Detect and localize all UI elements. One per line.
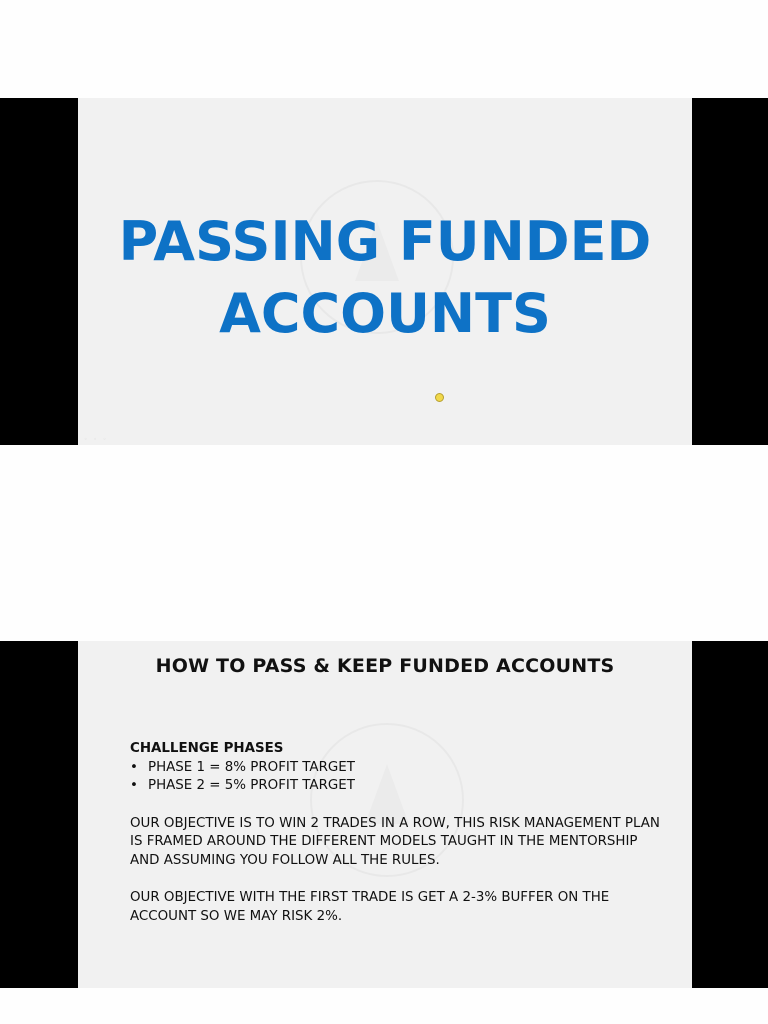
slide-content <box>78 641 692 988</box>
slide-frame-2 <box>0 641 768 988</box>
phases-list <box>130 759 670 796</box>
objective-paragraph: OUR OBJECTIVE IS TO WIN 2 TRADES IN A ROW, THIS RISK MANAGEMENT PLAN IS FRAMED AROUND THE DIFFERENT MODELS TAUGHT IN THE MENTORSHIP AND ASSUMING YOU FOLLOW ALL THE RULES. <box>130 815 660 868</box>
first-trade-paragraph: OUR OBJECTIVE WITH THE FIRST TRADE IS GET A 2-3% BUFFER ON THE ACCOUNT SO WE MAY RISK 2%. <box>130 890 610 924</box>
slide-body <box>130 740 670 926</box>
title-line-2: ACCOUNTS <box>219 282 551 345</box>
pointer-dot-icon <box>435 393 444 402</box>
slide-title-text <box>78 206 692 350</box>
slide-title <box>78 98 692 445</box>
slide-heading: HOW TO PASS & KEEP FUNDED ACCOUNTS <box>155 655 615 677</box>
slide-frame-1 <box>0 98 768 445</box>
phases-title: CHALLENGE PHASES <box>130 741 284 756</box>
list-item: • PHASE 2 = 5% PROFIT TARGET <box>130 777 670 796</box>
slide-controls-icon: ◦ ◦ ◦ <box>84 436 109 443</box>
title-line-1: PASSING FUNDED <box>118 210 652 273</box>
list-item: • PHASE 1 = 8% PROFIT TARGET <box>130 759 670 778</box>
